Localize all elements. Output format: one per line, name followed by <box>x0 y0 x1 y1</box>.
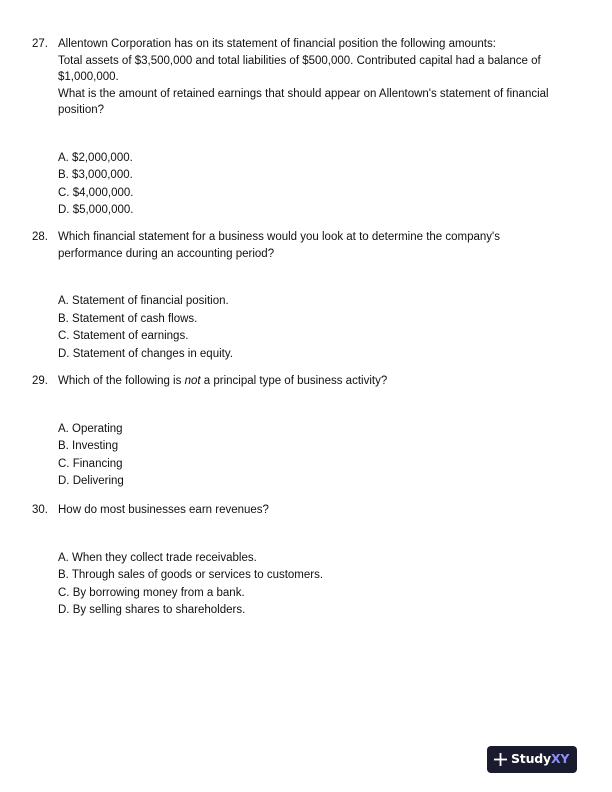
answer-option: C. Statement of earnings. <box>58 330 189 342</box>
question-29 <box>32 373 577 491</box>
question-number: 29. <box>32 375 48 387</box>
question-line: How do most businesses earn revenues? <box>58 504 269 516</box>
answer-options <box>58 550 577 620</box>
question-text <box>58 229 528 262</box>
answer-options <box>58 293 577 363</box>
question-text-suffix: a principal type of business activity? <box>200 375 388 387</box>
question-text <box>58 36 577 119</box>
answer-option: D. By selling shares to shareholders. <box>58 604 246 616</box>
studyxy-logo[interactable] <box>487 746 577 773</box>
question-number: 27. <box>32 38 48 50</box>
answer-option: A. $2,000,000. <box>58 151 133 164</box>
question-text <box>58 373 577 390</box>
answer-option: B. Statement of cash flows. <box>58 312 198 325</box>
answer-option: D. Delivering <box>58 475 124 487</box>
question-text <box>58 502 577 519</box>
question-28 <box>32 229 577 363</box>
answer-option: D. Statement of changes in equity. <box>58 347 233 360</box>
answer-option: D. $5,000,000. <box>58 204 134 216</box>
answer-option: B. Investing <box>58 440 119 452</box>
answer-option: A. Operating <box>58 422 123 435</box>
question-line: What is the amount of retained earnings that should appear on Allentown's statement of financial position? <box>58 87 549 116</box>
answer-options <box>58 150 577 220</box>
question-text-prefix: Which of the following is <box>58 375 185 387</box>
answer-option: C. $4,000,000. <box>58 186 134 199</box>
answer-option: C. By borrowing money from a bank. <box>58 586 245 599</box>
answer-option: A. When they collect trade receivables. <box>58 551 257 564</box>
logo-text: StudyXY <box>511 751 570 767</box>
question-text-emphasis: not <box>184 375 201 387</box>
question-line: Which financial statement for a business would you look at to determine the company's performance during an accounting period? <box>58 231 500 260</box>
question-line: Allentown Corporation has on its statement of financial position the following amounts: <box>58 38 496 50</box>
answer-option: B. Through sales of goods or services to customers. <box>58 569 324 581</box>
answer-option: C. Financing <box>58 457 123 470</box>
answer-option: A. Statement of financial position. <box>58 295 229 307</box>
answer-options <box>58 421 577 491</box>
question-line <box>58 373 577 390</box>
question-number: 28. <box>32 231 48 243</box>
question-27 <box>32 36 577 220</box>
question-number: 30. <box>32 504 48 516</box>
question-30 <box>32 502 577 620</box>
question-line: Total assets of $3,500,000 and total liabilities of $500,000. Contributed capital had a balance of $1,000,000. <box>58 54 541 83</box>
answer-option: B. $3,000,000. <box>58 169 133 181</box>
plus-icon <box>494 753 507 766</box>
